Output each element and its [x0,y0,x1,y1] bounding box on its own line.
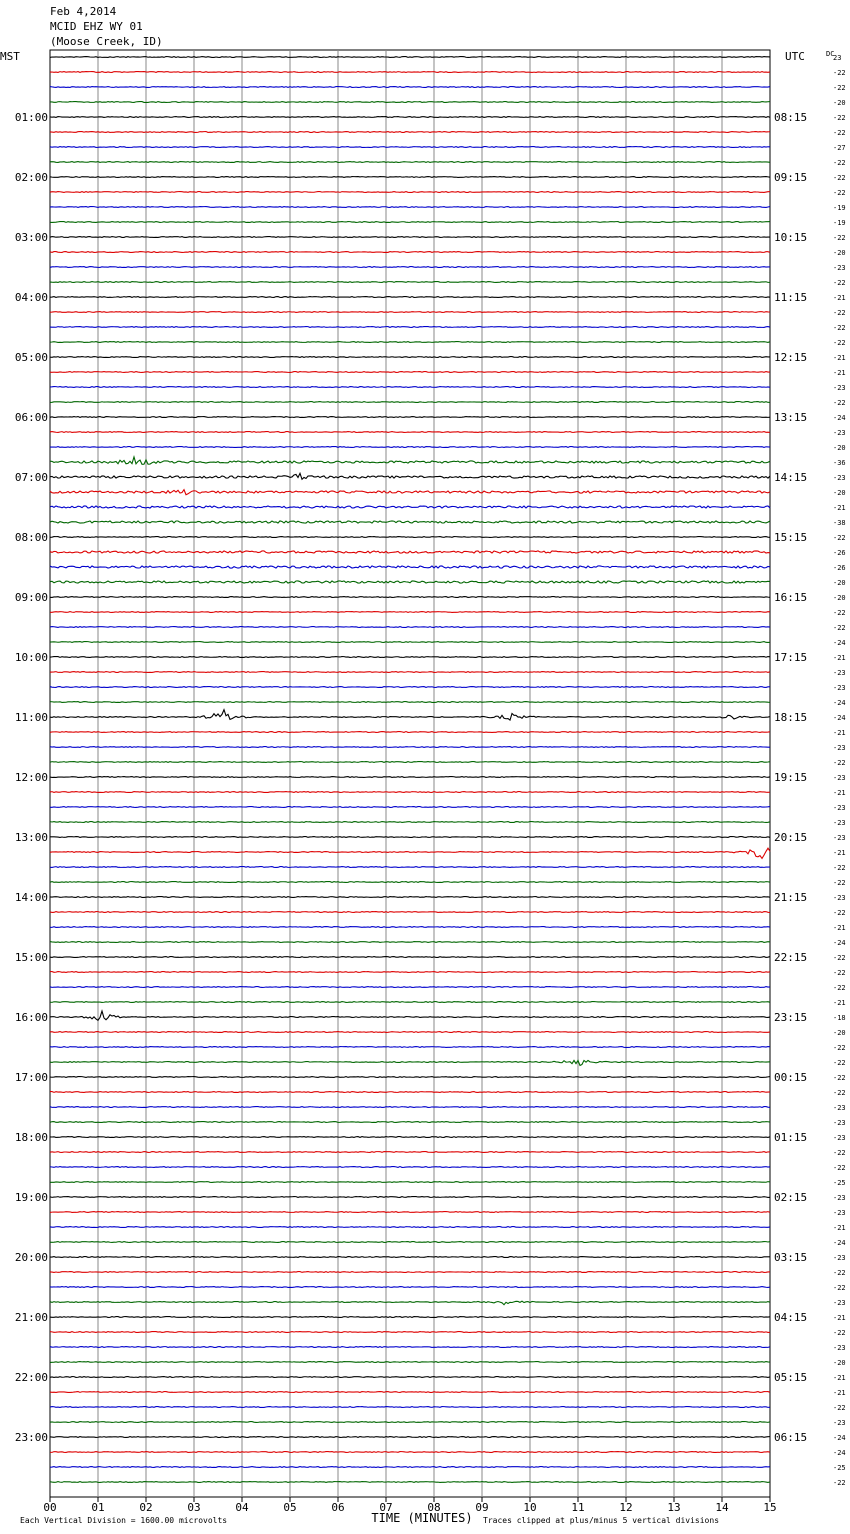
seismic-trace [50,867,770,868]
seismic-trace [50,132,770,133]
mst-hour-label: 11:00 [14,711,48,724]
dc-offset-label: -24 [833,414,846,422]
x-tick-label: 05 [283,1501,297,1514]
mst-hour-label: 18:00 [14,1131,48,1144]
dc-offset-label: -23 [833,1104,846,1112]
mst-hour-label: 23:00 [14,1431,48,1444]
dc-offset-label: -22 [833,69,846,77]
seismic-trace [50,1257,770,1258]
seismic-trace [50,357,770,358]
seismic-trace [50,1301,770,1305]
dc-offset-label: 23 [833,54,842,62]
dc-offset-label: -21 [833,654,846,662]
x-tick-label: 09 [475,1501,489,1514]
dc-offset-label: -24 [833,639,846,647]
dc-offset-label: -21 [833,1374,846,1382]
dc-offset-label: -19 [833,219,846,227]
dc-offset-label: -22 [833,159,846,167]
seismic-trace [50,473,770,479]
seismic-trace [50,1092,770,1093]
dc-offset-label: -22 [833,1164,846,1172]
dc-offset-label: -21 [833,354,846,362]
mst-hour-label: 01:00 [14,111,48,124]
dc-offset-label: -23 [833,1209,846,1217]
dc-offset-label: -21 [833,1389,846,1397]
seismic-trace [50,882,770,883]
seismic-trace [50,192,770,193]
utc-hour-label: 03:15 [774,1251,808,1264]
seismic-trace [50,117,770,118]
seismic-trace [50,1167,770,1168]
seismic-trace [50,957,770,958]
seismic-trace [50,457,770,464]
dc-offset-label: -22 [833,324,846,332]
x-tick-label: 02 [139,1501,153,1514]
seismic-trace [50,1407,770,1408]
mst-hour-label: 07:00 [14,471,48,484]
dc-offset-label: -22 [833,1284,846,1292]
mst-hour-label: 12:00 [14,771,48,784]
dc-offset-label: -22 [833,339,846,347]
dc-offset-label: -26 [833,549,846,557]
seismic-trace [50,1047,770,1048]
seismic-trace [50,1482,770,1483]
seismic-trace [50,972,770,973]
seismic-trace [50,282,770,283]
dc-offset-label: -22 [833,399,846,407]
dc-offset-label: -22 [833,1044,846,1052]
x-tick-label: 14 [715,1501,729,1514]
mst-hour-label: 21:00 [14,1311,48,1324]
x-tick-label: 03 [187,1501,201,1514]
seismic-trace [50,1197,770,1198]
seismic-trace [50,1182,770,1183]
dc-offset-label: -21 [833,849,846,857]
date-label: Feb 4,2014 [50,5,117,18]
dc-offset-label: -21 [833,999,846,1007]
utc-hour-label: 08:15 [774,111,808,124]
dc-offset-label: -26 [833,564,846,572]
dc-offset-label: -22 [833,279,846,287]
seismic-trace [50,1227,770,1228]
dc-offset-label: -22 [833,759,846,767]
dc-offset-label: -21 [833,789,846,797]
dc-offset-label: -23 [833,669,846,677]
mst-hour-label: 06:00 [14,411,48,424]
seismic-trace [50,848,770,858]
dc-offset-label: -23 [833,264,846,272]
seismic-trace [50,597,770,598]
utc-hour-label: 05:15 [774,1371,808,1384]
seismic-trace [50,1152,770,1153]
seismic-trace [50,222,770,223]
dc-offset-label: -23 [833,819,846,827]
dc-offset-label: -23 [833,834,846,842]
seismic-trace [50,1437,770,1438]
dc-offset-label: -22 [833,1149,846,1157]
dc-offset-label: -20 [833,489,846,497]
seismic-trace [50,807,770,808]
seismic-trace [50,87,770,88]
seismic-trace [50,1137,770,1138]
seismic-trace [50,252,770,253]
dc-offset-label: -22 [833,534,846,542]
x-tick-label: 15 [763,1501,777,1514]
dc-offset-label: -23 [833,1119,846,1127]
seismic-trace [50,267,770,268]
dc-offset-label: -23 [833,1344,846,1352]
seismic-trace [50,521,770,523]
seismic-trace [50,447,770,448]
x-tick-label: 08 [427,1501,441,1514]
seismic-trace [50,207,770,208]
x-tick-label: 13 [667,1501,681,1514]
seismic-trace [50,1452,770,1453]
utc-hour-label: 10:15 [774,231,808,244]
dc-offset-label: -21 [833,1224,846,1232]
seismic-trace [50,1212,770,1213]
seismic-trace [50,1467,770,1468]
dc-offset-label: -24 [833,714,846,722]
utc-hour-label: 11:15 [774,291,808,304]
seismic-trace [50,642,770,643]
seismic-trace [50,1332,770,1333]
dc-offset-label: -22 [833,1059,846,1067]
dc-offset-label: -23 [833,1419,846,1427]
seismic-trace [50,762,770,763]
seismic-trace [50,1362,770,1363]
seismic-trace [50,1422,770,1423]
utc-hour-label: 12:15 [774,351,808,364]
dc-offset-label: -36 [833,459,846,467]
dc-offset-label: -22 [833,969,846,977]
seismic-trace [50,912,770,913]
dc-offset-label: -22 [833,234,846,242]
dc-offset-label: -22 [833,114,846,122]
x-tick-label: 01 [91,1501,105,1514]
dc-offset-label: -21 [833,729,846,737]
mst-hour-label: 05:00 [14,351,48,364]
dc-offset-label: -23 [833,474,846,482]
x-tick-label: 12 [619,1501,633,1514]
dc-offset-label: -22 [833,1329,846,1337]
x-tick-label: 10 [523,1501,537,1514]
seismic-trace [50,687,770,688]
dc-offset-label: -22 [833,1269,846,1277]
dc-offset-label: -23 [833,1299,846,1307]
dc-offset-label: -23 [833,1194,846,1202]
dc-offset-label: -24 [833,939,846,947]
seismic-trace [50,672,770,673]
utc-hour-label: 00:15 [774,1071,808,1084]
dc-offset-label: -22 [833,984,846,992]
seismic-trace [50,297,770,298]
dc-offset-label: -23 [833,804,846,812]
dc-offset-label: -21 [833,369,846,377]
utc-hour-label: 17:15 [774,651,808,664]
seismic-trace [50,1242,770,1243]
utc-hour-label: 23:15 [774,1011,808,1024]
dc-offset-label: -20 [833,594,846,602]
seismic-trace [50,1377,770,1378]
x-tick-label: 04 [235,1501,249,1514]
mst-hour-label: 16:00 [14,1011,48,1024]
mst-hour-label: 17:00 [14,1071,48,1084]
seismic-trace [50,147,770,148]
dc-offset-label: -21 [833,1314,846,1322]
seismic-trace [50,72,770,73]
clip-note: Traces clipped at plus/minus 5 vertical divisions [483,1516,720,1525]
seismic-trace [50,1392,770,1393]
seismic-trace [50,402,770,403]
seismic-trace [50,897,770,898]
dc-offset-label: -22 [833,1089,846,1097]
dc-offset-label: -25 [833,1464,846,1472]
utc-hour-label: 19:15 [774,771,808,784]
x-tick-label: 11 [571,1501,585,1514]
dc-header-label: DC [826,50,835,58]
location-label: (Moose Creek, ID) [50,35,163,48]
dc-offset-label: -23 [833,894,846,902]
seismic-trace [50,551,770,553]
mst-hour-label: 02:00 [14,171,48,184]
seismic-trace [50,387,770,388]
mst-hour-label: 03:00 [14,231,48,244]
seismic-trace [50,987,770,988]
seismic-trace [50,312,770,313]
station-label: MCID EHZ WY 01 [50,20,143,33]
dc-offset-label: -22 [833,1479,846,1487]
dc-offset-label: -20 [833,1029,846,1037]
mst-hour-label: 10:00 [14,651,48,664]
seismic-trace [50,747,770,748]
utc-hour-label: 01:15 [774,1131,808,1144]
utc-hour-label: 14:15 [774,471,808,484]
mst-hour-label: 08:00 [14,531,48,544]
dc-offset-label: -23 [833,1254,846,1262]
mst-hour-label: 14:00 [14,891,48,904]
seismic-trace [50,327,770,328]
seismic-trace [50,581,770,583]
dc-offset-label: -24 [833,699,846,707]
utc-hour-label: 15:15 [774,531,808,544]
dc-offset-label: -22 [833,879,846,887]
mst-hour-label: 04:00 [14,291,48,304]
x-axis-label: TIME (MINUTES) [371,1511,473,1525]
dc-offset-label: -27 [833,144,846,152]
seismic-trace [50,927,770,928]
left-timezone-label: MST [0,50,20,63]
seismic-trace [50,566,770,568]
x-tick-label: 07 [379,1501,393,1514]
utc-hour-label: 16:15 [774,591,808,604]
utc-hour-label: 06:15 [774,1431,808,1444]
utc-hour-label: 13:15 [774,411,808,424]
seismic-trace [50,837,770,838]
mst-hour-label: 19:00 [14,1191,48,1204]
dc-offset-label: -20 [833,99,846,107]
seismic-trace [50,1002,770,1003]
seismic-trace [50,1032,770,1033]
seismic-trace [50,777,770,778]
seismic-trace [50,1011,770,1020]
mst-hour-label: 22:00 [14,1371,48,1384]
seismic-trace [50,710,770,720]
dc-offset-label: -20 [833,579,846,587]
utc-hour-label: 22:15 [774,951,808,964]
mst-hour-label: 15:00 [14,951,48,964]
seismic-trace [50,1347,770,1348]
dc-offset-label: -18 [833,1014,846,1022]
seismic-trace [50,627,770,628]
seismic-trace [50,342,770,343]
dc-offset-label: -24 [833,1434,846,1442]
dc-offset-label: -38 [833,519,846,527]
dc-offset-label: -20 [833,1359,846,1367]
seismic-trace [50,732,770,733]
dc-offset-label: -19 [833,204,846,212]
dc-offset-label: -22 [833,129,846,137]
utc-hour-label: 02:15 [774,1191,808,1204]
utc-hour-label: 09:15 [774,171,808,184]
utc-hour-label: 21:15 [774,891,808,904]
dc-offset-label: -21 [833,294,846,302]
seismic-trace [50,657,770,658]
seismic-trace [50,1287,770,1288]
dc-offset-label: -23 [833,384,846,392]
dc-offset-label: -22 [833,864,846,872]
seismic-trace [50,432,770,433]
dc-offset-label: -22 [833,1074,846,1082]
utc-hour-label: 04:15 [774,1311,808,1324]
dc-offset-label: -23 [833,684,846,692]
seismic-trace [50,1317,770,1318]
dc-offset-label: -23 [833,1134,846,1142]
seismic-trace [50,417,770,418]
dc-offset-label: -20 [833,249,846,257]
seismic-trace [50,1107,770,1108]
seismic-trace [50,162,770,163]
dc-offset-label: -25 [833,1179,846,1187]
dc-offset-label: -24 [833,1449,846,1457]
right-timezone-label: UTC [785,50,805,63]
seismic-trace [50,822,770,823]
seismic-trace [50,1272,770,1273]
seismic-trace [50,1122,770,1123]
dc-offset-label: -22 [833,609,846,617]
mst-hour-label: 13:00 [14,831,48,844]
seismic-trace [50,1060,770,1065]
mst-hour-label: 09:00 [14,591,48,604]
seismic-trace [50,57,770,58]
dc-offset-label: -22 [833,1404,846,1412]
dc-offset-label: -23 [833,774,846,782]
mst-hour-label: 20:00 [14,1251,48,1264]
seismic-trace [50,372,770,373]
seismic-trace [50,237,770,238]
dc-offset-label: -22 [833,189,846,197]
utc-hour-label: 18:15 [774,711,808,724]
utc-hour-label: 20:15 [774,831,808,844]
dc-offset-label: -20 [833,444,846,452]
dc-offset-label: -22 [833,909,846,917]
x-tick-label: 06 [331,1501,345,1514]
seismic-trace [50,102,770,103]
seismic-trace [50,177,770,178]
seismic-trace [50,612,770,613]
dc-offset-label: -22 [833,84,846,92]
dc-offset-label: -22 [833,174,846,182]
dc-offset-label: -23 [833,429,846,437]
seismic-trace [50,537,770,538]
scale-note: Each Vertical Division = 1600.00 microvolts [20,1516,228,1525]
x-tick-label: 00 [43,1501,57,1514]
seismic-trace [50,506,770,508]
dc-offset-label: -24 [833,1239,846,1247]
seismic-trace [50,942,770,943]
dc-offset-label: -22 [833,954,846,962]
dc-offset-label: -21 [833,504,846,512]
seismic-trace [50,1077,770,1078]
seismic-trace [50,702,770,703]
dc-offset-label: -23 [833,744,846,752]
dc-offset-label: -22 [833,309,846,317]
seismic-trace [50,490,770,495]
dc-offset-label: -22 [833,624,846,632]
seismic-trace [50,792,770,793]
dc-offset-label: -21 [833,924,846,932]
